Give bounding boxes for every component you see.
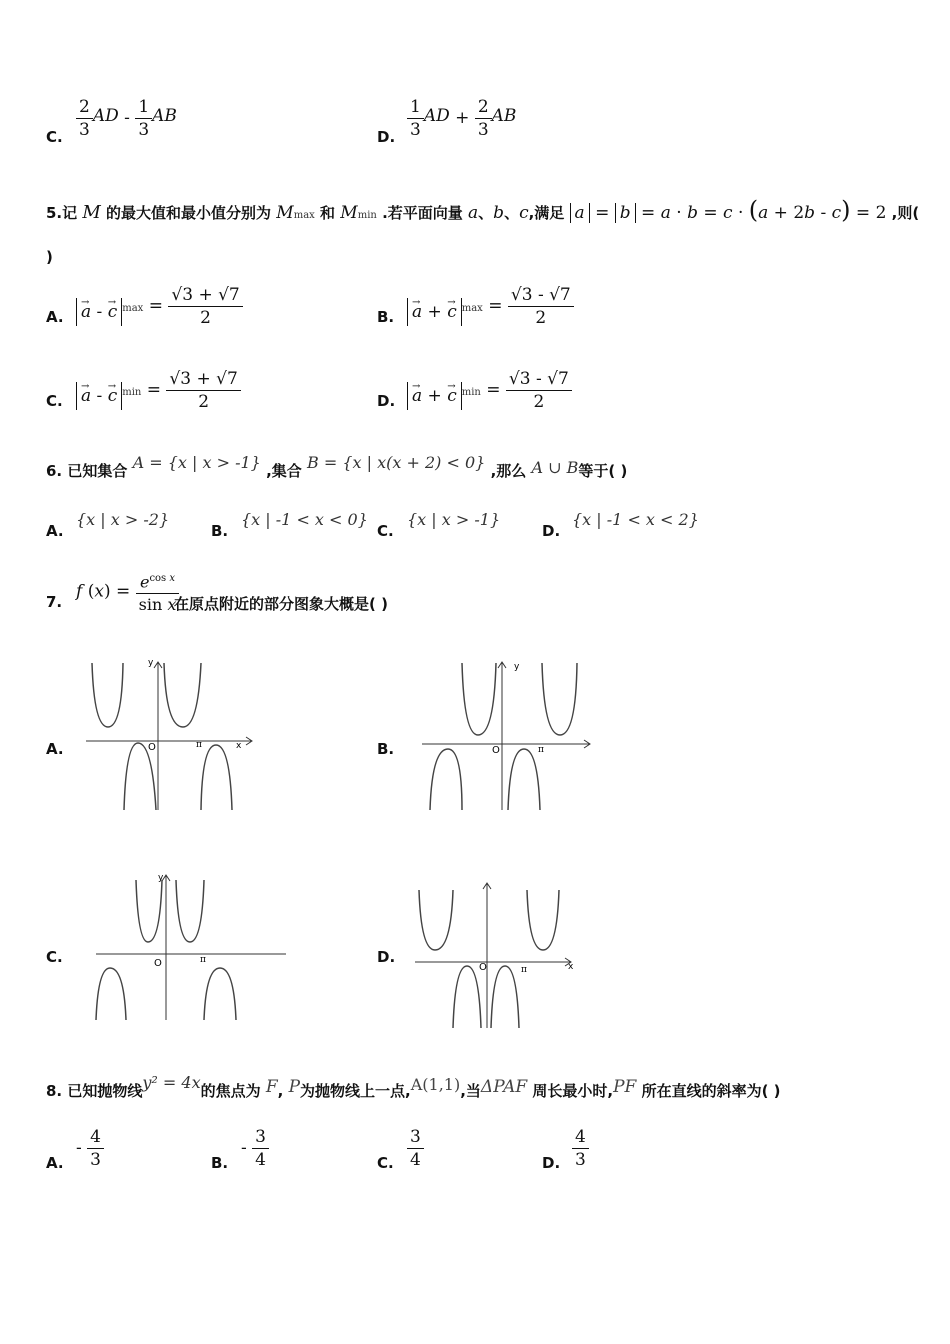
union-expr: A ∪ B (531, 458, 579, 477)
q5-stem-close: ) (46, 248, 53, 266)
svg-text:π: π (200, 955, 206, 965)
svg-text:y: y (514, 662, 520, 672)
svg-text:O: O (479, 962, 487, 973)
function-expr: f (x) = $\frac{e^{cos x}}{\text{sin x}}$ (76, 568, 179, 616)
q7-stem: 7. f (x) = $\frac{e^{cos x}}{\text{sin x}}$ 在原点附近的部分图象大概是( ) (46, 568, 62, 586)
graph-b (422, 655, 597, 815)
svg-text:O: O (492, 745, 500, 756)
set-b: B = {x | x(x + 2) < 0} (307, 453, 486, 472)
q8-stem: 8. 已知抛物线y² = 4x的焦点为 F, P为抛物线上一点,A(1,1),当ΔPAF 周长最小时,PF 所在直线的斜率为( ) (46, 1073, 781, 1100)
svg-text:O: O (154, 958, 162, 969)
option-expression: $\frac{1}{3}$ AD + $\frac{2}{3}$ AB (407, 96, 516, 141)
graph-c (96, 870, 296, 1025)
option-expression: $\frac{2}{3}$ AD - $\frac{1}{3}$ AB (76, 96, 177, 141)
q5-stem: 5.记 M 的最大值和最小值分别为 Mmax 和 Mmin .若平面向量 a、b、c,满足 a = b = a · b = c · (a + 2b - c) = 2 ,则( (46, 196, 920, 224)
q6-stem: 6. 已知集合 A = {x | x > -1} ,集合 B = {x | x(x + 2) < 0} ,那么 A ∪ B等于( ) (46, 453, 628, 480)
graph-a (86, 655, 301, 815)
svg-text:π: π (538, 745, 544, 755)
svg-text:π: π (196, 740, 202, 750)
svg-text:y: y (158, 873, 164, 883)
svg-text:y: y (148, 658, 154, 668)
option-label: C. (46, 128, 63, 146)
parabola-expr: y² = 4x (142, 1073, 201, 1092)
svg-text:x: x (236, 741, 242, 751)
svg-text:O: O (148, 742, 156, 753)
option-label: D. (377, 128, 396, 146)
svg-text:π: π (521, 965, 527, 975)
svg-text:x: x (568, 962, 574, 972)
set-a: A = {x | x > -1} (132, 453, 261, 472)
graph-d (415, 880, 615, 1030)
